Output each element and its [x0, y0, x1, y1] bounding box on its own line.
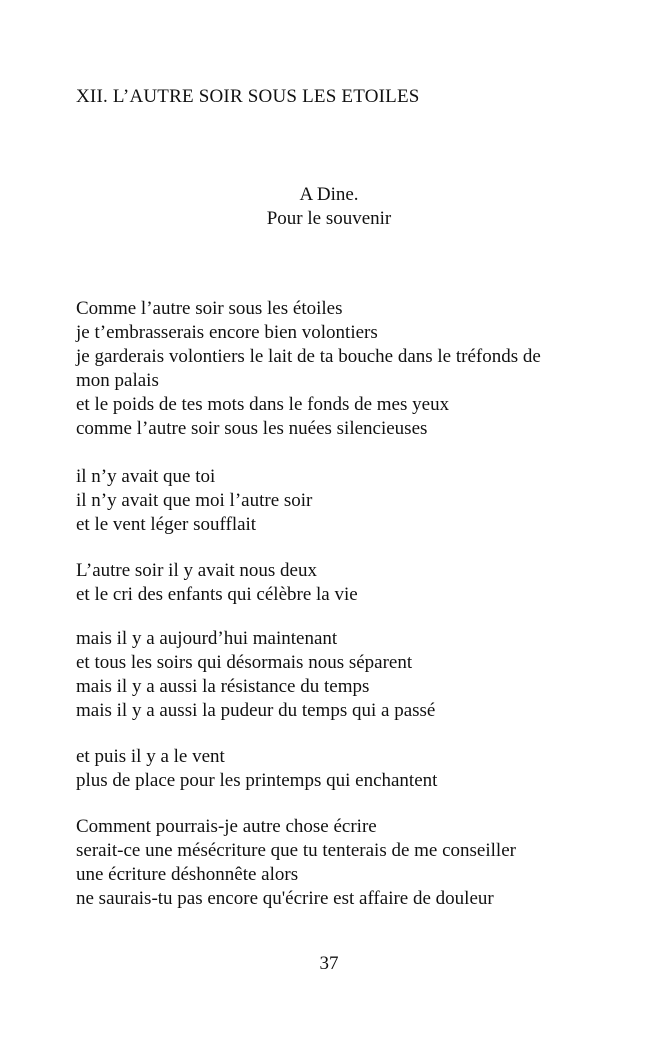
verse-line: une écriture déshonnête alors [76, 864, 299, 885]
verse-line: mais il y a aussi la pudeur du temps qui a passé [76, 700, 436, 721]
stanza-1 [76, 297, 616, 441]
verse-line: mais il y a aussi la résistance du temps [76, 676, 370, 697]
verse-line: mon palais [76, 370, 159, 391]
verse-line: mais il y a aujourd’hui maintenant [76, 628, 338, 649]
stanza-3 [76, 559, 616, 607]
verse-line: je t’embrasserais encore bien volontiers [76, 322, 378, 343]
verse-line: et le vent léger soufflait [76, 514, 257, 535]
verse-line: il n’y avait que moi l’autre soir [76, 490, 313, 511]
stanza-2 [76, 465, 616, 537]
verse-line: et puis il y a le vent [76, 746, 225, 767]
verse-line: comme l’autre soir sous les nuées silencieuses [76, 418, 428, 439]
verse-line: Comment pourrais-je autre chose écrire [76, 816, 377, 837]
stanza-6 [76, 815, 616, 911]
verse-line: L’autre soir il y avait nous deux [76, 560, 317, 581]
verse-line: Comme l’autre soir sous les étoiles [76, 298, 343, 319]
verse-line: ne saurais-tu pas encore qu'écrire est affaire de douleur [76, 888, 494, 909]
verse-line: et le cri des enfants qui célèbre la vie [76, 584, 358, 605]
stanza-5 [76, 745, 616, 793]
dedication [0, 183, 650, 231]
page-number: 37 [319, 953, 339, 974]
verse-line: serait-ce une mésécriture que tu tenterais de me conseiller [76, 840, 516, 861]
verse-line: plus de place pour les printemps qui enchantent [76, 770, 438, 791]
poem-title: XII. L’AUTRE SOIR SOUS LES ETOILES [76, 86, 420, 107]
verse-line: je garderais volontiers le lait de ta bouche dans le tréfonds de [76, 346, 541, 367]
dedication-line: Pour le souvenir [266, 208, 392, 229]
dedication-line: A Dine. [299, 184, 359, 205]
stanza-4 [76, 627, 616, 723]
verse-line: et le poids de tes mots dans le fonds de mes yeux [76, 394, 450, 415]
verse-line: et tous les soirs qui désormais nous séparent [76, 652, 413, 673]
verse-line: il n’y avait que toi [76, 466, 216, 487]
